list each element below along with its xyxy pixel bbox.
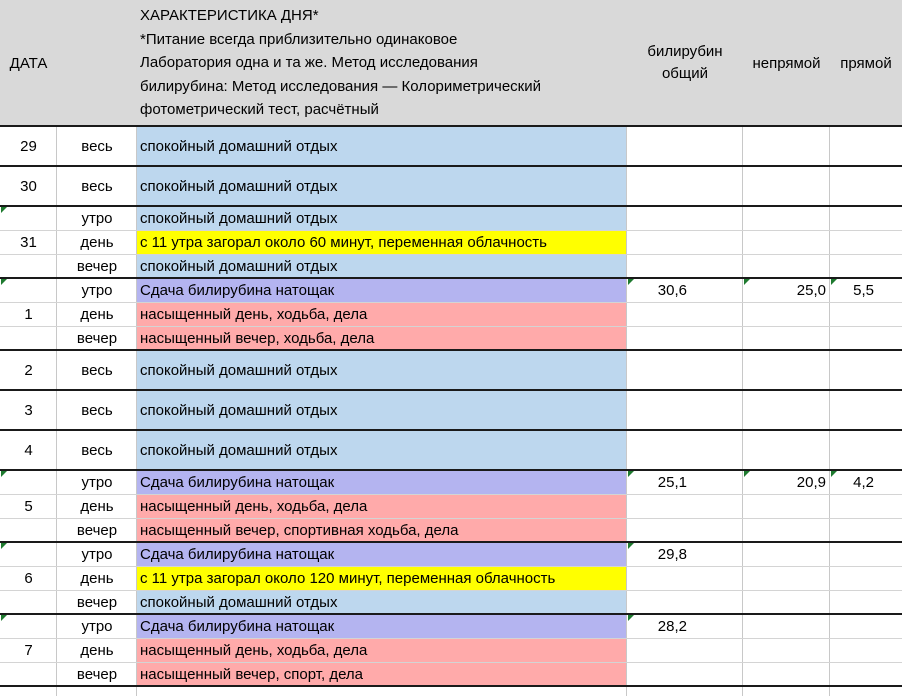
period-cell[interactable] [57,518,137,542]
header-direct-label: прямой [840,54,892,72]
direct-cell[interactable] [830,494,902,518]
date-value: 30 [20,177,37,195]
description-cell[interactable] [137,390,627,430]
row-border [0,326,902,327]
cell-comment-marker-icon [831,471,837,477]
direct-cell[interactable] [830,542,902,566]
indirect-cell[interactable] [743,430,830,470]
period-value: весь [81,441,113,459]
indirect-cell[interactable] [743,614,830,638]
description-value: спокойный домашний отдых [140,257,338,275]
direct-cell[interactable] [830,390,902,430]
period-cell[interactable] [57,326,137,350]
date-cell[interactable] [0,206,57,278]
period-value: вечер [76,521,118,539]
period-value: день [80,641,114,659]
indirect-cell[interactable] [743,542,830,566]
header-desc-line: билирубина: Метод исследования — Колориметрический [140,77,541,95]
bilirubin-total-cell[interactable] [627,350,743,390]
date-value: 7 [24,641,33,659]
header-indirect-label: непрямой [752,54,821,72]
date-cell[interactable] [0,542,57,614]
cell-comment-marker-icon [1,471,7,477]
period-cell[interactable] [57,430,137,470]
bilirubin-total-value: 29,8 [657,545,687,563]
description-cell[interactable] [137,494,627,518]
bilirubin-total-cell[interactable] [627,614,743,638]
description-value: насыщенный вечер, спорт, дела [140,665,364,683]
date-value: 5 [24,497,33,515]
indirect-cell[interactable] [743,638,830,662]
description-value: спокойный домашний отдых [140,361,338,379]
description-cell[interactable] [137,126,627,166]
date-value: 4 [24,441,33,459]
row-border [0,662,902,663]
cell-comment-marker-icon [744,471,750,477]
direct-cell[interactable] [830,350,902,390]
header-date-label: ДАТА [9,54,48,72]
period-value: день [80,233,114,251]
date-value: 1 [24,305,33,323]
indirect-cell[interactable] [743,254,830,278]
description-value: спокойный домашний отдых [140,209,338,227]
period-cell[interactable] [57,390,137,430]
period-value: вечер [76,665,118,683]
header-bilirubin-total[interactable] [627,0,743,126]
period-cell[interactable] [57,206,137,230]
period-cell[interactable] [57,302,137,326]
bilirubin-total-cell[interactable] [627,430,743,470]
description-value: спокойный домашний отдых [140,401,338,419]
bilirubin-total-cell[interactable] [627,126,743,166]
period-cell[interactable] [57,494,137,518]
period-value: утро [81,473,113,491]
description-cell[interactable] [137,566,627,590]
period-value: вечер [76,257,118,275]
bilirubin-total-cell[interactable] [627,518,743,542]
header-total-line1: билирубин [647,43,723,60]
description-cell[interactable] [137,430,627,470]
row-border [0,518,902,519]
indirect-value: 25,0 [796,281,826,299]
direct-cell[interactable] [830,638,902,662]
direct-cell[interactable] [830,662,902,686]
period-value: утро [81,617,113,635]
period-cell[interactable] [57,166,137,206]
description-value: насыщенный день, ходьба, дела [140,497,368,515]
direct-cell[interactable] [830,278,902,302]
header-date[interactable] [0,0,57,126]
direct-cell[interactable] [830,614,902,638]
period-cell[interactable] [57,566,137,590]
group-border [0,429,902,431]
indirect-cell[interactable] [743,278,830,302]
indirect-cell[interactable] [743,566,830,590]
period-cell[interactable] [57,542,137,566]
description-cell[interactable] [137,614,627,638]
bilirubin-total-cell[interactable] [627,166,743,206]
header-indirect[interactable] [743,0,830,126]
date-cell[interactable] [0,166,57,206]
header-description[interactable] [137,0,627,126]
description-cell[interactable] [137,254,627,278]
period-cell[interactable] [57,614,137,638]
direct-cell[interactable] [830,166,902,206]
period-value: вечер [76,329,118,347]
indirect-cell[interactable] [743,126,830,166]
description-cell[interactable] [137,206,627,230]
period-value: весь [81,177,113,195]
description-value: насыщенный вечер, ходьба, дела [140,329,375,347]
bilirubin-total-cell[interactable] [627,494,743,518]
period-value: день [80,497,114,515]
date-cell[interactable] [0,614,57,686]
date-value: 3 [24,401,33,419]
cell-comment-marker-icon [744,279,750,285]
indirect-cell[interactable] [743,470,830,494]
bilirubin-total-cell[interactable] [627,206,743,230]
description-cell[interactable] [137,302,627,326]
description-value: спокойный домашний отдых [140,593,338,611]
description-value: с 11 утра загорал около 120 минут, переменная облачность [140,569,556,587]
header-desc-line: ХАРАКТЕРИСТИКА ДНЯ* [140,7,319,24]
cell-comment-marker-icon [628,471,634,477]
direct-cell[interactable] [830,126,902,166]
period-value: весь [81,137,113,155]
direct-cell[interactable] [830,326,902,350]
indirect-cell[interactable] [743,494,830,518]
description-cell[interactable] [137,326,627,350]
date-cell[interactable] [0,390,57,430]
description-value: насыщенный день, ходьба, дела [140,305,368,323]
indirect-cell[interactable] [743,590,830,614]
period-value: утро [81,545,113,563]
period-cell[interactable] [57,230,137,254]
bilirubin-total-cell[interactable] [627,566,743,590]
description-cell[interactable] [137,350,627,390]
description-cell[interactable] [137,518,627,542]
direct-cell[interactable] [830,230,902,254]
direct-value: 5,5 [853,281,874,299]
direct-cell[interactable] [830,302,902,326]
bilirubin-total-value: 28,2 [657,617,687,635]
bilirubin-total-cell[interactable] [627,662,743,686]
group-border [0,349,902,351]
header-description-text [137,0,541,122]
description-value: спокойный домашний отдых [140,177,338,195]
bilirubin-total-cell[interactable] [627,230,743,254]
description-value: спокойный домашний отдых [140,137,338,155]
header-desc-line: *Питание всегда приблизительно одинаковое [140,30,458,48]
description-value: с 11 утра загорал около 60 минут, переменная облачность [140,233,547,251]
group-border [0,165,902,167]
direct-cell[interactable] [830,430,902,470]
row-border [0,302,902,303]
direct-cell[interactable] [830,590,902,614]
period-value: утро [81,209,113,227]
group-border [0,469,902,471]
description-value: Сдача билирубина натощак [140,617,335,635]
indirect-cell[interactable] [743,662,830,686]
date-value: 2 [24,361,33,379]
row-border [0,590,902,591]
period-cell[interactable] [57,126,137,166]
description-value: Сдача билирубина натощак [140,281,335,299]
direct-cell[interactable] [830,254,902,278]
description-value: насыщенный день, ходьба, дела [140,641,368,659]
description-cell[interactable] [137,542,627,566]
description-cell[interactable] [137,166,627,206]
header-direct[interactable] [830,0,902,126]
description-value: Сдача билирубина натощак [140,473,335,491]
group-border [0,541,902,543]
indirect-cell[interactable] [743,326,830,350]
description-cell[interactable] [137,278,627,302]
bilirubin-total-cell[interactable] [627,470,743,494]
direct-cell[interactable] [830,206,902,230]
date-cell[interactable] [0,430,57,470]
cell-comment-marker-icon [628,543,634,549]
description-cell[interactable] [137,230,627,254]
group-border [0,277,902,279]
group-border [0,125,902,127]
bilirubin-total-cell[interactable] [627,542,743,566]
description-value: спокойный домашний отдых [140,441,338,459]
group-border [0,613,902,615]
row-border [0,638,902,639]
indirect-cell[interactable] [743,350,830,390]
cell-comment-marker-icon [628,279,634,285]
period-cell[interactable] [57,470,137,494]
bilirubin-total-cell[interactable] [627,590,743,614]
period-value: весь [81,401,113,419]
direct-value: 4,2 [853,473,874,491]
date-cell[interactable] [0,278,57,350]
description-value: Сдача билирубина натощак [140,545,335,563]
indirect-cell[interactable] [743,206,830,230]
bilirubin-total-cell[interactable] [627,302,743,326]
date-cell[interactable] [0,470,57,542]
cell-comment-marker-icon [1,279,7,285]
indirect-cell[interactable] [743,166,830,206]
group-border [0,685,902,687]
bilirubin-total-cell[interactable] [627,638,743,662]
period-value: день [80,569,114,587]
header-bilirubin-total-text [647,41,722,85]
period-value: вечер [76,593,118,611]
bilirubin-total-value: 25,1 [657,473,687,491]
row-border [0,494,902,495]
date-cell[interactable] [0,126,57,166]
cell-comment-marker-icon [1,615,7,621]
period-cell[interactable] [57,662,137,686]
date-value: 29 [20,137,37,155]
date-value: 31 [20,233,37,251]
period-cell[interactable] [57,350,137,390]
description-cell[interactable] [137,662,627,686]
indirect-cell[interactable] [743,518,830,542]
period-cell[interactable] [57,278,137,302]
cell-comment-marker-icon [628,615,634,621]
cell-comment-marker-icon [1,543,7,549]
bilirubin-total-cell[interactable] [627,254,743,278]
description-cell[interactable] [137,470,627,494]
header-desc-line: фотометрический тест, расчётный [140,101,379,119]
period-cell[interactable] [57,638,137,662]
period-value: весь [81,361,113,379]
bilirubin-total-cell[interactable] [627,326,743,350]
direct-cell[interactable] [830,518,902,542]
row-border [0,254,902,255]
bilirubin-total-value: 30,6 [657,281,687,299]
period-value: день [80,305,114,323]
indirect-value: 20,9 [796,473,826,491]
header-period[interactable] [57,0,137,126]
row-border [0,230,902,231]
header-desc-line: Лаборатория одна и та же. Метод исследования [140,54,478,72]
bilirubin-total-cell[interactable] [627,278,743,302]
indirect-cell[interactable] [743,230,830,254]
direct-cell[interactable] [830,470,902,494]
date-cell[interactable] [0,350,57,390]
period-cell[interactable] [57,254,137,278]
date-value: 6 [24,569,33,587]
cell-comment-marker-icon [831,279,837,285]
group-border [0,205,902,207]
description-cell[interactable] [137,638,627,662]
indirect-cell[interactable] [743,390,830,430]
description-cell[interactable] [137,590,627,614]
header-total-line2: общий [661,65,709,82]
indirect-cell[interactable] [743,302,830,326]
bilirubin-total-cell[interactable] [627,390,743,430]
period-value: утро [81,281,113,299]
direct-cell[interactable] [830,566,902,590]
group-border [0,389,902,391]
row-border [0,566,902,567]
cell-comment-marker-icon [1,207,7,213]
description-value: насыщенный вечер, спортивная ходьба, дела [140,521,459,539]
period-cell[interactable] [57,590,137,614]
